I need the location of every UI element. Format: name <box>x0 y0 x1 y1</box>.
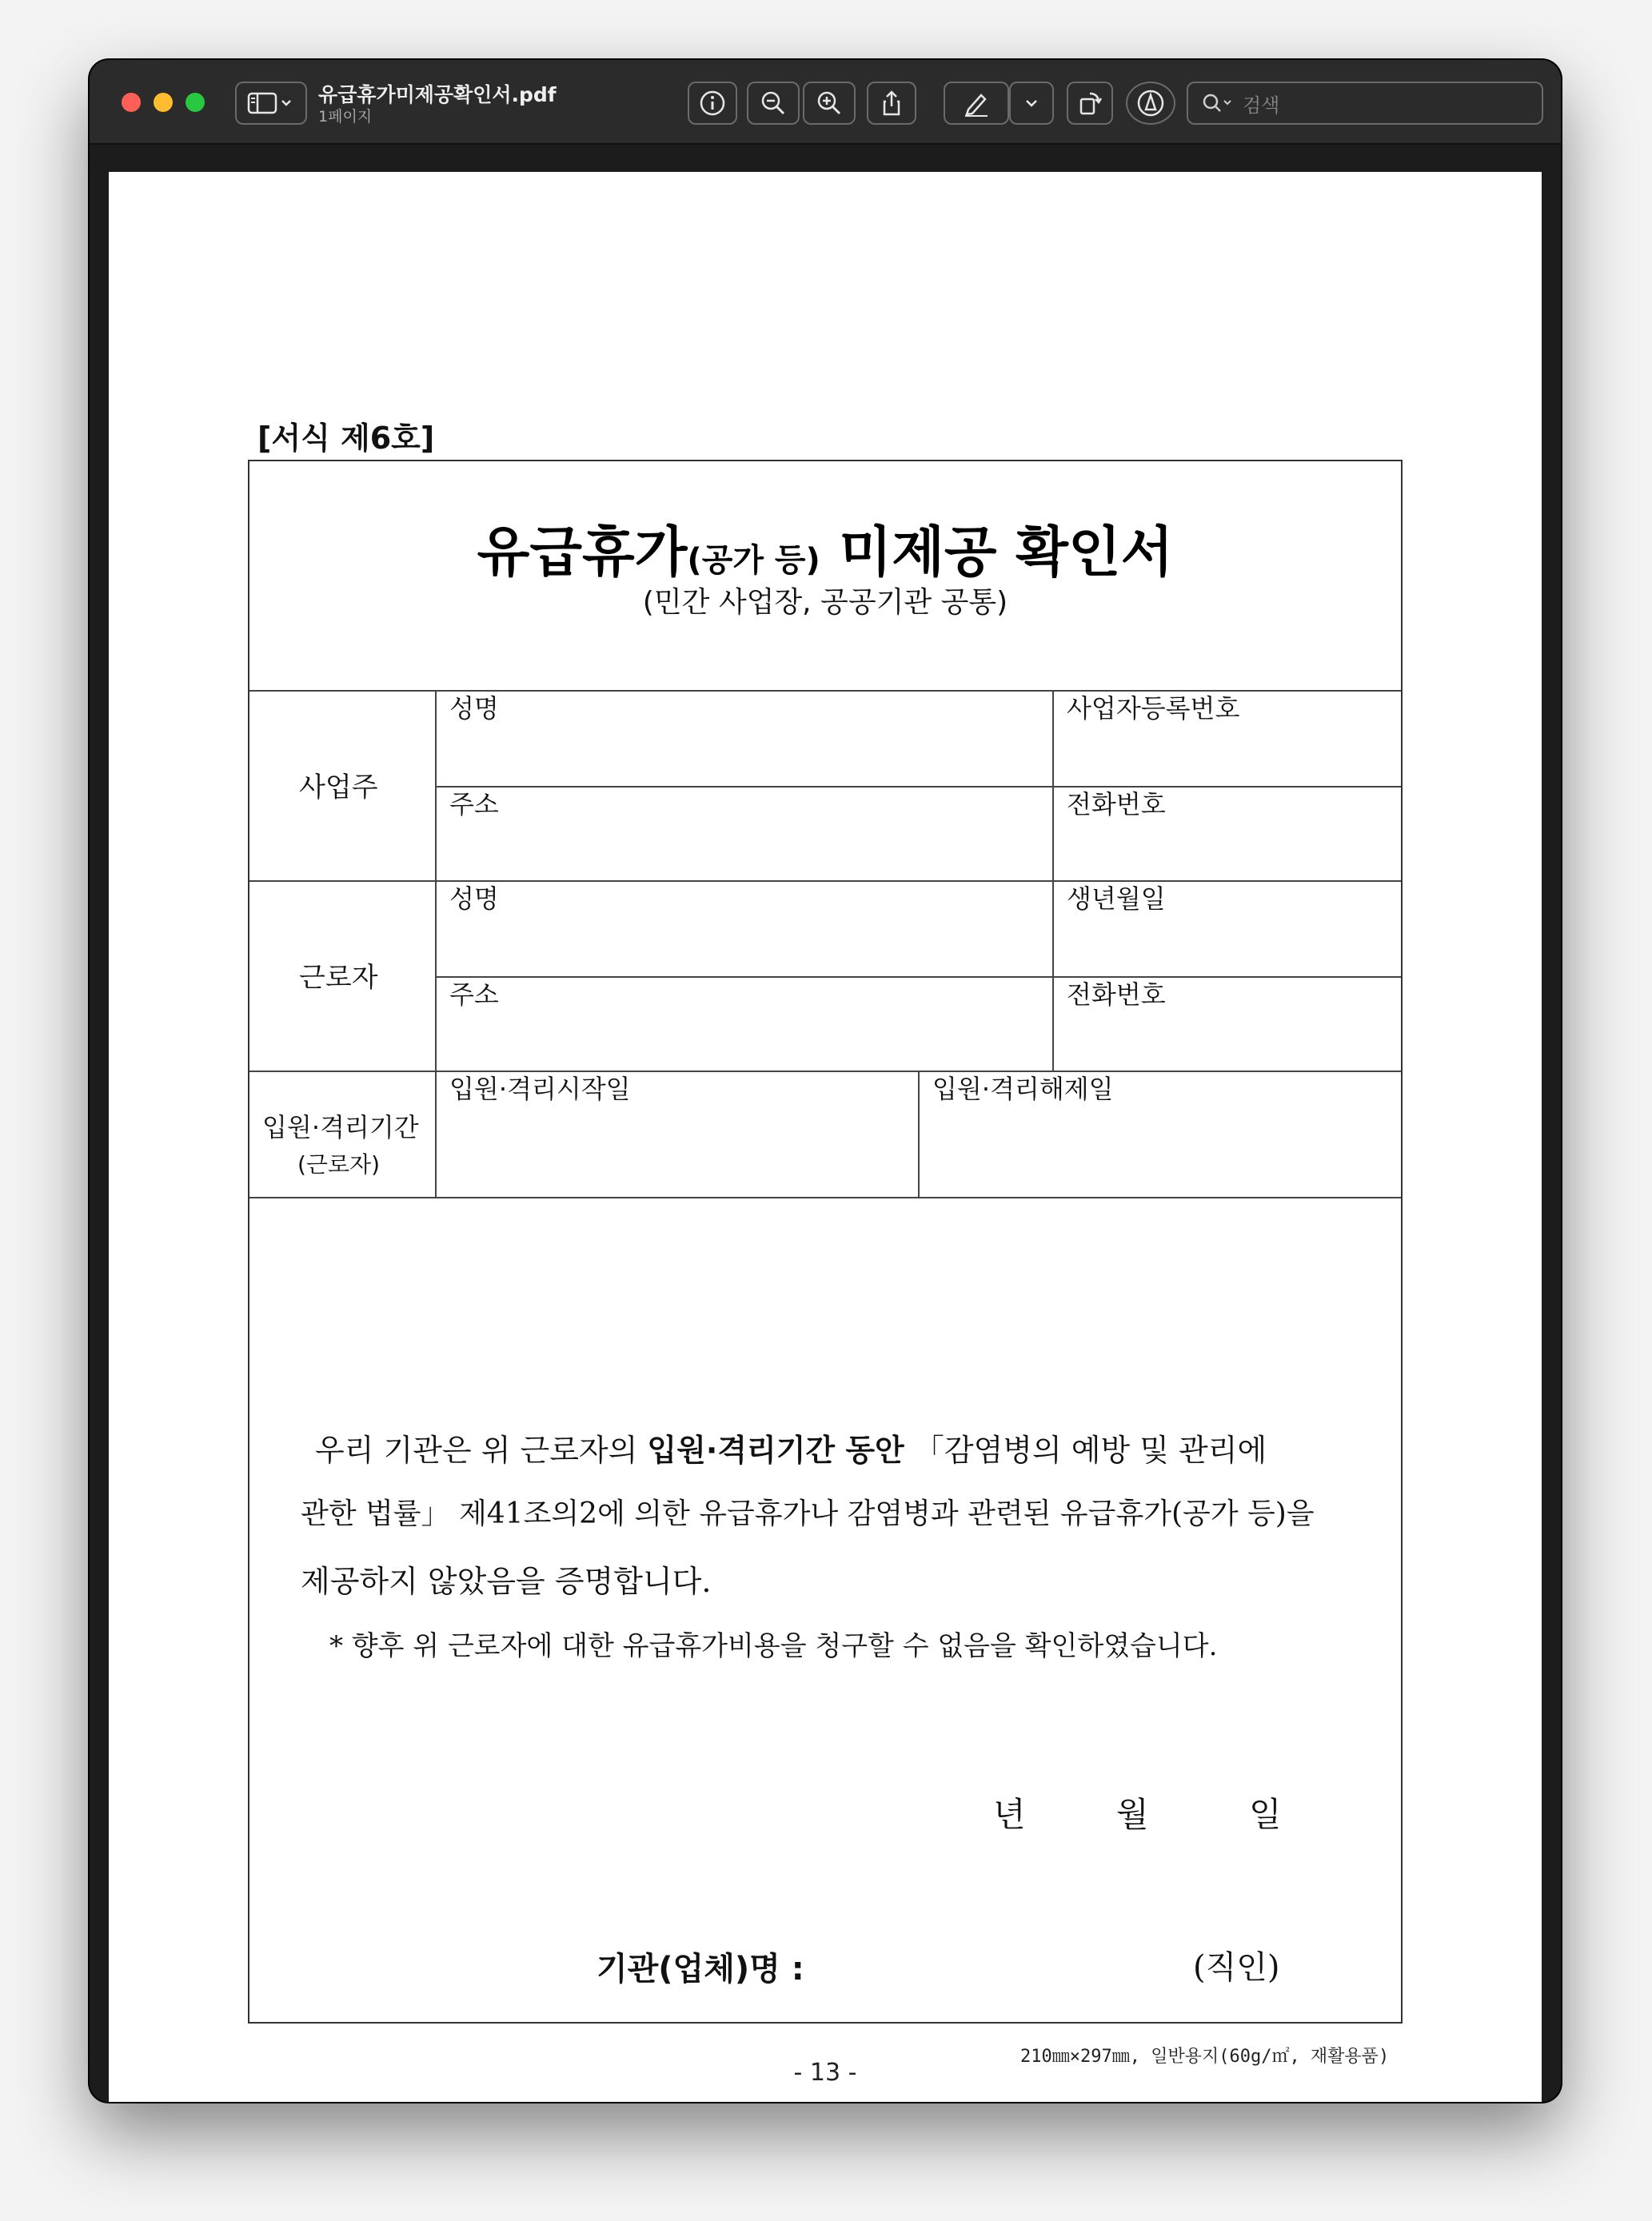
form-subtitle: (민간 사업장, 공공기관 공통) <box>642 586 1008 619</box>
statement-line-1 <box>315 1426 1267 1469</box>
divider <box>435 976 1401 978</box>
search-placeholder: 검색 <box>1243 94 1280 117</box>
employer-section-label: 사업주 <box>299 772 378 803</box>
worker-name-field[interactable]: 성명 <box>449 883 499 914</box>
period-section-label: 입원·격리기간 <box>262 1112 419 1142</box>
employer-phone-field[interactable]: 전화번호 <box>1067 789 1166 819</box>
statement-note: * 향후 위 근로자에 대한 유급휴가비용을 청구할 수 없음을 확인하였습니다. <box>329 1630 1218 1662</box>
zoom-out-button[interactable] <box>747 82 800 125</box>
statement-text: 우리 기관은 위 근로자의 <box>315 1433 638 1468</box>
title-part-a: 유급휴가 <box>477 521 688 584</box>
form-table <box>248 460 1403 2024</box>
employer-name-field[interactable]: 성명 <box>449 693 499 724</box>
date-year-label: 년 <box>993 1795 1026 1834</box>
sidebar-toggle-button[interactable] <box>235 82 307 125</box>
divider <box>249 880 1401 882</box>
statement-line-3: 제공하지 않았음을 증명합니다. <box>301 1564 712 1599</box>
rotate-button[interactable] <box>1067 82 1113 125</box>
statement-text: 「감염병의 예방 및 관리에 <box>913 1433 1267 1468</box>
close-window-button[interactable] <box>122 93 141 112</box>
title-bar <box>90 60 1561 145</box>
worker-section-label: 근로자 <box>299 962 378 994</box>
title-paren: (공가 등) <box>687 542 820 579</box>
page-indicator: 1페이지 <box>318 108 373 126</box>
divider <box>435 690 437 1198</box>
institution-name-label: 기관(업체)명 : <box>597 1951 804 1988</box>
preview-window <box>90 60 1561 2102</box>
period-end-field[interactable]: 입원·격리해제일 <box>932 1074 1114 1104</box>
share-button[interactable] <box>867 82 916 125</box>
pen-circle-icon <box>1135 87 1167 119</box>
pdf-page <box>109 172 1542 2102</box>
page-number: - 13 - <box>793 2059 857 2087</box>
date-day-label: 일 <box>1249 1795 1282 1834</box>
statement-line-2: 관한 법률」 제41조의2에 의한 유급휴가나 감염병과 관련된 유급휴가(공가 등)을 <box>301 1497 1315 1530</box>
zoom-out-icon <box>759 89 788 118</box>
title-part-b: 미제공 확인서 <box>839 521 1174 584</box>
form-title <box>249 509 1401 587</box>
statement-emphasis: 입원·격리기간 동안 <box>647 1433 904 1468</box>
form-number: [서식 제6호] <box>257 421 435 456</box>
minimize-window-button[interactable] <box>154 93 173 112</box>
rotate-icon <box>1075 89 1104 118</box>
zoom-in-icon <box>815 89 844 118</box>
period-section-sublabel: (근로자) <box>297 1151 380 1178</box>
divider <box>249 1197 1401 1198</box>
worker-address-field[interactable]: 주소 <box>449 979 499 1010</box>
period-start-field[interactable]: 입원·격리시작일 <box>449 1074 631 1104</box>
paper-spec-note: 210㎜×297㎜, 일반용지(60g/㎡, 재활용품) <box>1020 2047 1390 2067</box>
zoom-in-button[interactable] <box>803 82 856 125</box>
pencil-icon <box>960 89 992 118</box>
chevron-down-icon <box>1022 94 1041 113</box>
divider <box>249 1071 1401 1072</box>
maximize-window-button[interactable] <box>186 93 205 112</box>
share-icon <box>877 89 906 118</box>
info-icon <box>698 89 727 118</box>
divider <box>918 1071 920 1198</box>
markup-button[interactable] <box>944 82 1009 125</box>
document-title: 유급휴가미제공확인서.pdf <box>318 83 557 106</box>
annotate-button[interactable] <box>1126 82 1175 125</box>
employer-biz-number-field[interactable]: 사업자등록번호 <box>1067 693 1240 724</box>
sidebar-icon <box>247 91 295 115</box>
info-button[interactable] <box>688 82 737 125</box>
divider <box>1052 690 1054 1072</box>
search-field[interactable] <box>1187 82 1543 125</box>
date-month-label: 월 <box>1116 1795 1149 1834</box>
markup-menu-button[interactable] <box>1009 82 1054 125</box>
employer-address-field[interactable]: 주소 <box>449 789 499 819</box>
worker-phone-field[interactable]: 전화번호 <box>1067 979 1166 1010</box>
divider <box>435 786 1401 788</box>
worker-birth-field[interactable]: 생년월일 <box>1067 883 1166 914</box>
search-icon <box>1201 91 1236 115</box>
seal-label: (직인) <box>1193 1949 1280 1986</box>
